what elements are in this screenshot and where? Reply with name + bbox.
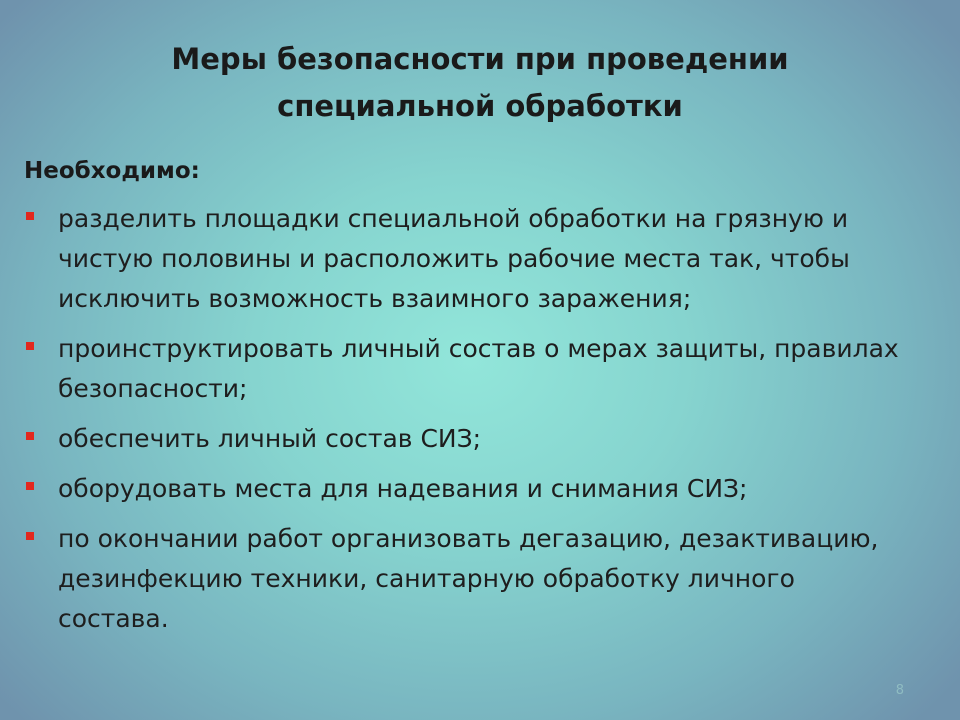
- square-bullet-icon: [26, 532, 34, 540]
- list-item-text: проинструктировать личный состав о мерах защиты, правилах безопасности;: [58, 334, 899, 403]
- list-item-text: разделить площадки специальной обработки на грязную и чистую половины и расположить рабочие места так, чтобы исключить возможность взаимного заражения;: [58, 204, 850, 313]
- list-item: [0, 199, 960, 319]
- list-item-text: по окончании работ организовать дегазацию, дезактивацию, дезинфекцию техники, санитарную обработку личного состава.: [58, 524, 879, 633]
- bullet-list: [0, 199, 960, 649]
- square-bullet-icon: [26, 482, 34, 490]
- square-bullet-icon: [26, 342, 34, 350]
- slide-title: [60, 36, 900, 130]
- list-item: [0, 419, 960, 459]
- list-item-text: оборудовать места для надевания и снимания СИЗ;: [58, 474, 748, 503]
- list-item: [0, 519, 960, 639]
- list-item: [0, 329, 960, 409]
- slide-title-line-1: Меры безопасности при проведении: [171, 42, 789, 76]
- square-bullet-icon: [26, 432, 34, 440]
- slide-title-line-2: специальной обработки: [277, 89, 683, 123]
- list-item: [0, 469, 960, 509]
- subheading: Необходимо:: [24, 158, 200, 184]
- list-item-text: обеспечить личный состав СИЗ;: [58, 424, 482, 453]
- slide-number: 8: [895, 683, 904, 698]
- square-bullet-icon: [26, 212, 34, 220]
